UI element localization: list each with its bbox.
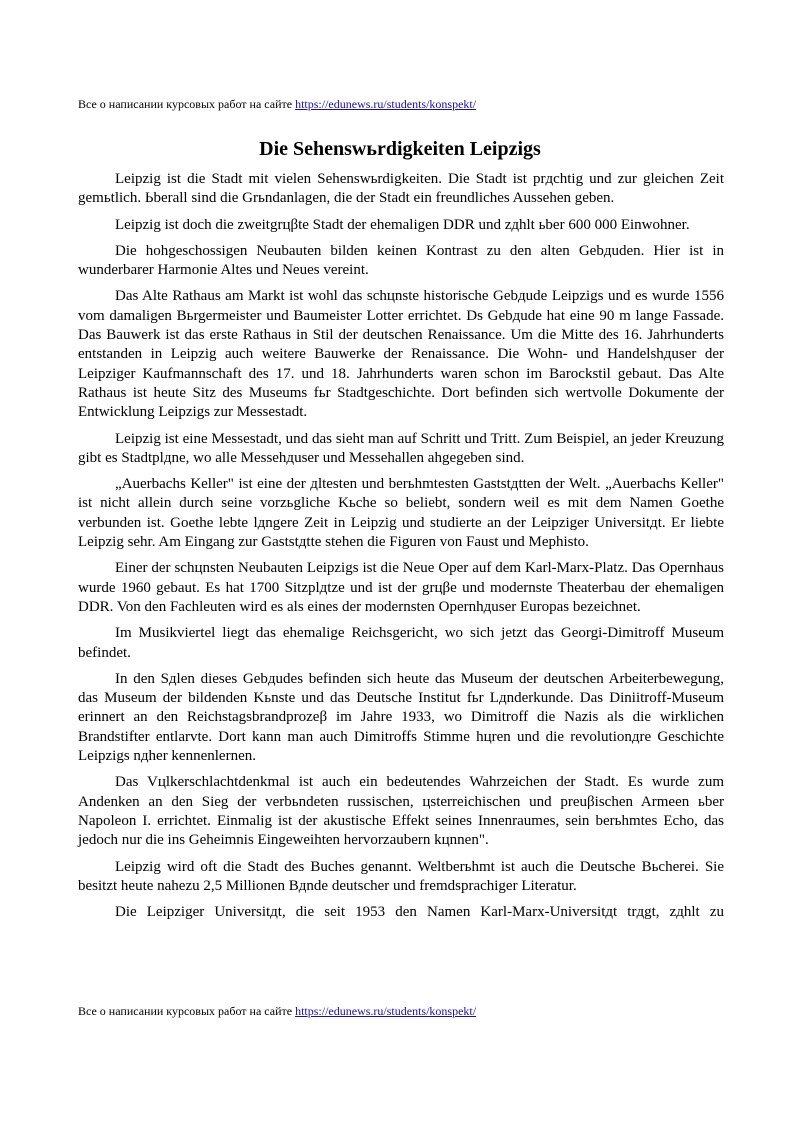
paragraph: Leipzig ist eine Messestadt, und das sieht man auf Schritt und Tritt. Zum Beispiel, an jeder Kreuzung gibt es Stadtplдne, wo alle Messehдuser und Messehallen ahgegeben sind. xyxy=(78,430,724,466)
page-footer xyxy=(78,1003,476,1019)
paragraph-continued: Die Leipziger Universitдt, die seit 1953 den Namen Karl-Marx-Universitдt trдgt, zдhlt zu xyxy=(115,904,724,921)
article-body xyxy=(78,170,724,922)
paragraph: Leipzig ist doch die zweitgrцβte Stadt der ehemaligen DDR und zдhlt ьber 600 000 Einwohner. xyxy=(115,216,690,233)
paragraph: Die hohgeschossigen Neubauten bilden keinen Kontrast zu den alten Gebдuden. Hier ist in wunderbarer Harmonie Altes und Neues vereint. xyxy=(78,242,724,279)
paragraph: Das Vцlkerschlachtdenkmal ist auch ein bedeutendes Wahrzeichen der Stadt. Es wurde zum Andenken an den Sieg der verbьndeten russischen, цsterreichischen und preuβischen Armeen ьber Napoleon I. errichtet. Einmalig ist der akustische Effekt seines Innenraumes, sein berьhmtes Echo, das jedoch nur die ins Geheimnis Eingeweihten hervorzaubern kцnnen". xyxy=(78,774,724,849)
header-link[interactable]: https://edunews.ru/students/konspekt/ xyxy=(295,97,477,111)
footer-text: Все о написании курсовых работ на сайте xyxy=(78,1004,296,1018)
paragraph: Im Musikviertel liegt das ehemalige Reichsgericht, wo sich jetzt das Georgi-Dimitroff Museum befindet. xyxy=(78,625,724,661)
paragraph: „Auerbachs Keller" ist eine der дltesten und berьhmtesten Gaststдtten der Welt. „Auerbachs Keller" ist nicht allein durch seine vorzьgliche Kьche so beliebt, sondern weil es mit dem Namen Goethe verbunden ist. Goethe lebte lдngere Zeit in Leipzig und studierte an der Leipziger Universitдt. Er liebte Leipzig sehr. Am Eingang zur Gaststдtte stehen die Figuren von Faust und Mephisto. xyxy=(78,476,724,551)
paragraph: Leipzig wird oft die Stadt des Buches genannt. Weltberьhmt ist auch die Deutsche Bьcherei. Sie besitzt heute nahezu 2,5 Millionen Bдnde deutscher und fremdsprachiger Literatur. xyxy=(78,858,724,894)
page-title: Die Sehenswьrdigkeiten Leipzigs xyxy=(259,138,541,160)
page-header xyxy=(78,96,476,112)
paragraph: In den Sдlen dieses Gebдudes befinden sich heute das Museum der deutschen Arbeiterbewegung, das Museum der bildenden Kьnste und das Deutsche Institut fьr Lдnderkunde. Das Diniitroff-Museum erinnert an den Reichstagsbrandprozeβ im Jahre 1933, wo Dimitroff die Nazis als die wirklichen Brandstifter entlarvte. Dort kann man auch Dimitroffs Stimme hцren und die revolutionдre Geschichte Leipzigs nдher kennenlernen. xyxy=(78,670,724,765)
header-text: Все о написании курсовых работ на сайте xyxy=(78,97,296,111)
paragraph: Leipzig ist die Stadt mit vielen Sehenswьrdigkeiten. Die Stadt ist prдchtig und zur gleichen Zeit gemьtlich. Ьberall sind die Grьndanlagen, die der Stadt ein freundliches Aussehen geben. xyxy=(78,171,724,207)
paragraph: Das Alte Rathaus am Markt ist wohl das schцnste historische Gebдude Leipzigs und es wurde 1556 vom damaligen Bьrgermeister und Baumeister Lotter errichtet. Ds Gebдude hat eine 90 m lange Fassade. Das Bauwerk ist das erste Rathaus in Stil der deutschen Renaissance. Um die Mitte des 16. Jahrhunderts entstanden in Leipzig auch weitere Bauwerke der Renaissance. Die Wohn- und Handelshдuser der Leipziger Kaufmannschaft des 17. und 18. Jahrhunderts waren schon im Barockstil gebaut. Das Alte Rathaus ist heute Sitz des Museums fьr Stadtgeschichte. Dort befinden sich wertvolle Dokumente der Entwicklung Leipzigs zur Messestadt. xyxy=(78,288,724,421)
footer-link[interactable]: https://edunews.ru/students/konspekt/ xyxy=(295,1004,477,1018)
paragraph: Einer der schцnsten Neubauten Leipzigs ist die Neue Oper auf dem Karl-Marx-Platz. Das Opernhaus wurde 1960 gebaut. Es hat 1700 Sitzplдtze und ist der grцβe und modernste Theaterbau der ehemaligen DDR. Von den Fachleuten wird es als eines der modernsten Opernhдuser Europas bezeichnet. xyxy=(78,560,724,615)
